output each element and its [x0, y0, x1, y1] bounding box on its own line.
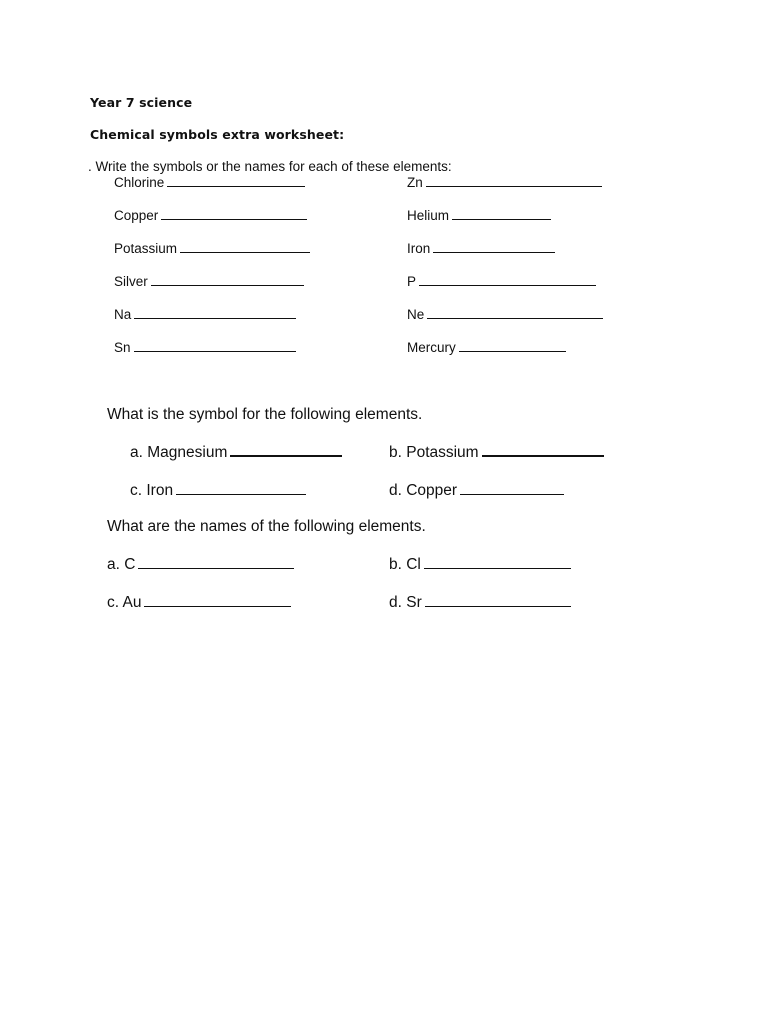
element-label: a. Magnesium — [130, 444, 228, 461]
element-label: b. Potassium — [389, 444, 479, 461]
element-item — [114, 274, 304, 290]
element-label: P — [407, 274, 417, 289]
symbol-question-item — [130, 482, 306, 500]
symbol-question-item — [389, 444, 604, 462]
name-question-item — [107, 556, 294, 574]
element-label: b. Cl — [389, 556, 421, 573]
answer-blank[interactable] — [433, 252, 555, 253]
element-label: d. Sr — [389, 594, 422, 611]
answer-blank[interactable] — [151, 285, 304, 286]
answer-blank[interactable] — [134, 351, 296, 352]
answer-blank[interactable] — [134, 318, 296, 319]
element-label: Chlorine — [114, 175, 165, 190]
element-label: c. Iron — [130, 482, 174, 499]
answer-blank[interactable] — [460, 494, 564, 495]
element-label: Copper — [114, 208, 159, 223]
worksheet-title: Chemical symbols extra worksheet: — [90, 127, 345, 142]
element-item — [407, 208, 551, 224]
element-label: a. C — [107, 556, 136, 573]
answer-blank[interactable] — [424, 568, 571, 569]
element-item — [407, 340, 566, 356]
answer-blank[interactable] — [144, 606, 291, 607]
element-item — [114, 208, 307, 224]
part2-question: What is the symbol for the following elements. — [107, 406, 423, 423]
element-label: Ne — [407, 307, 425, 322]
year-label: Year 7 science — [90, 95, 193, 110]
element-item — [114, 241, 310, 257]
answer-blank[interactable] — [161, 219, 307, 220]
element-item — [114, 340, 296, 356]
element-item — [407, 307, 603, 323]
answer-blank[interactable] — [176, 494, 306, 495]
element-label: Zn — [407, 175, 423, 190]
element-item — [114, 175, 305, 191]
answer-blank[interactable] — [419, 285, 596, 286]
answer-blank[interactable] — [459, 351, 566, 352]
name-question-item — [107, 594, 291, 612]
element-label: Sn — [114, 340, 131, 355]
element-label: c. Au — [107, 594, 142, 611]
symbol-question-item — [130, 444, 342, 462]
part3-question: What are the names of the following elements. — [107, 518, 426, 535]
element-item — [407, 241, 555, 257]
answer-blank[interactable] — [425, 606, 571, 607]
answer-blank[interactable] — [180, 252, 310, 253]
element-item — [407, 175, 602, 191]
part1-instruction: . Write the symbols or the names for each of these elements: — [88, 159, 452, 174]
element-item — [114, 307, 296, 323]
answer-blank[interactable] — [230, 455, 342, 457]
answer-blank[interactable] — [426, 186, 602, 187]
answer-blank[interactable] — [452, 219, 551, 220]
answer-blank[interactable] — [167, 186, 305, 187]
element-label: d. Copper — [389, 482, 458, 499]
name-question-item — [389, 594, 571, 612]
name-question-item — [389, 556, 571, 574]
element-label: Helium — [407, 208, 450, 223]
answer-blank[interactable] — [138, 568, 294, 569]
element-label: Silver — [114, 274, 148, 289]
symbol-question-item — [389, 482, 564, 500]
element-label: Mercury — [407, 340, 456, 355]
answer-blank[interactable] — [482, 455, 604, 457]
answer-blank[interactable] — [427, 318, 603, 319]
element-item — [407, 274, 596, 290]
element-label: Potassium — [114, 241, 178, 256]
element-label: Na — [114, 307, 132, 322]
element-label: Iron — [407, 241, 431, 256]
